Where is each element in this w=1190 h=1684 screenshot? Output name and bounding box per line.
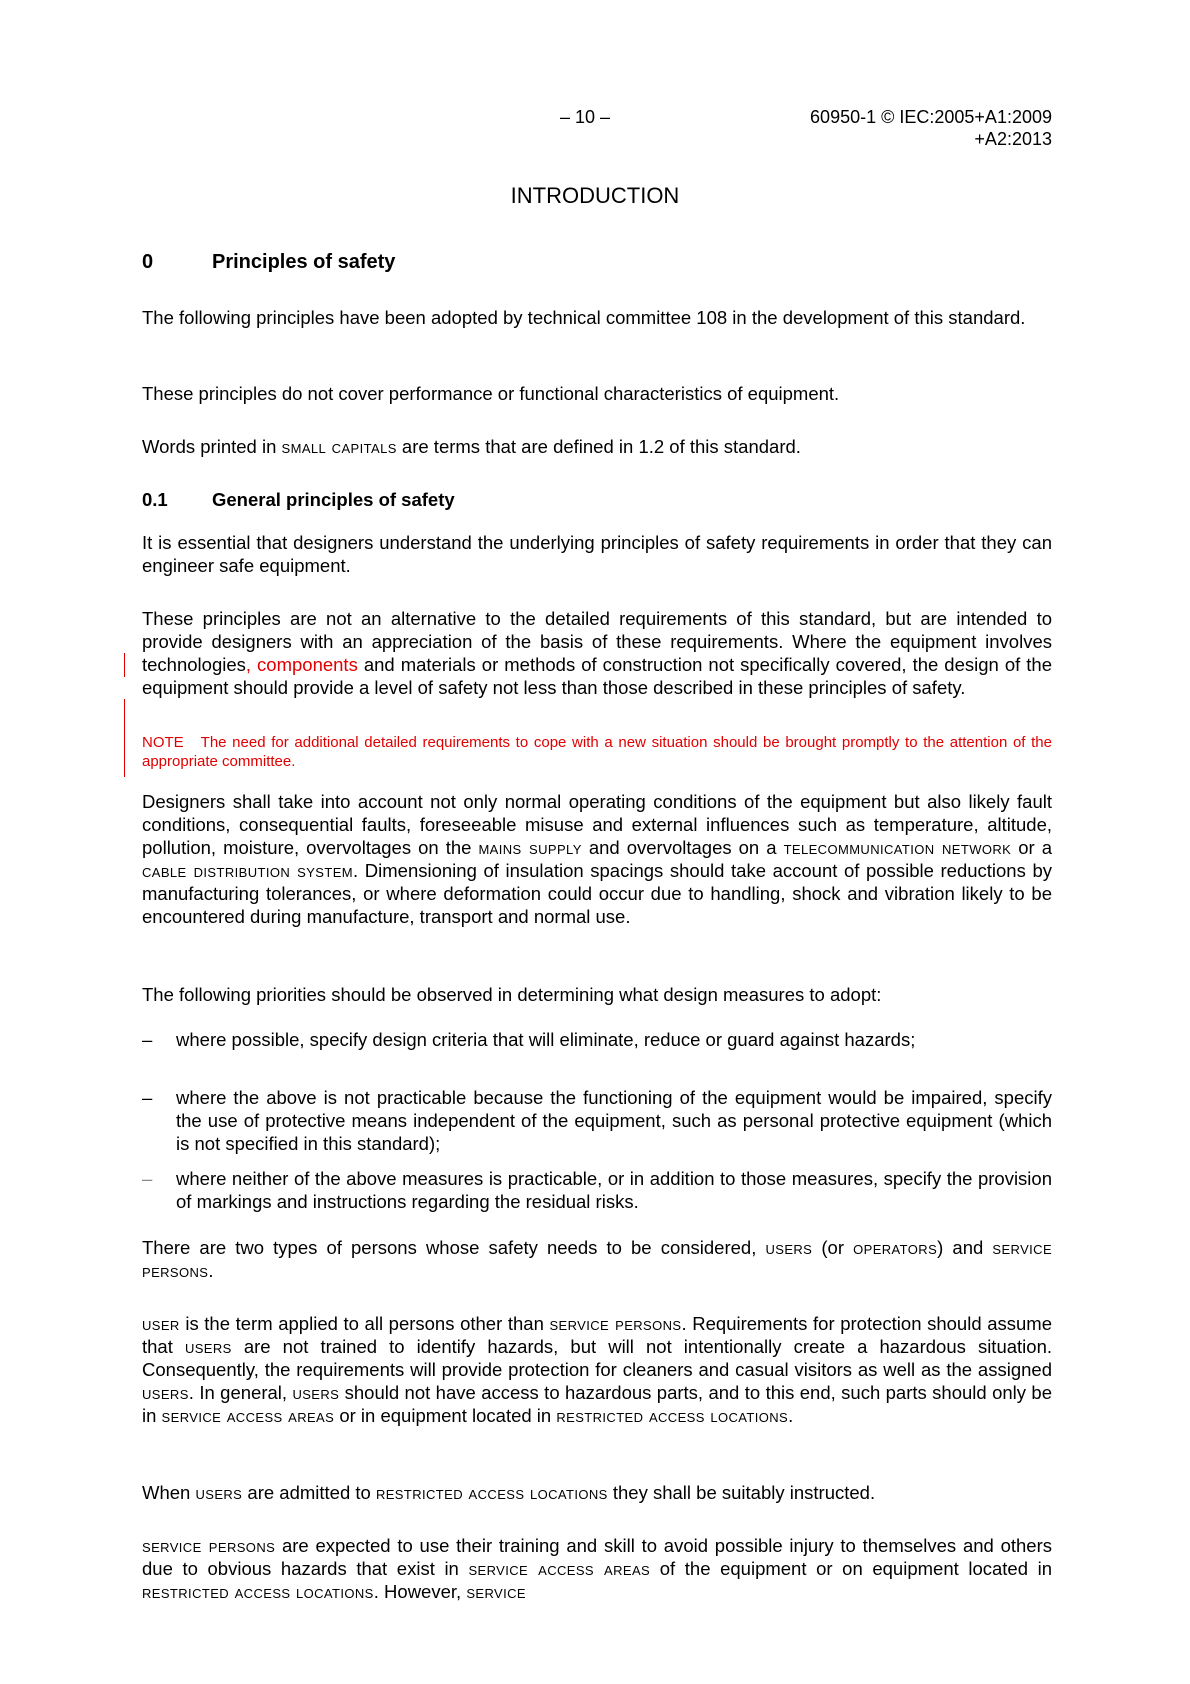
list-item: where neither of the above measures is practicable, or in addition to those measures, specify the provision of markings and instructions regarding the residual risks. xyxy=(176,1168,1052,1212)
note-text: The need for additional detailed requirements to cope with a new situation should be brought promptly to the attention of the appropriate committee. xyxy=(142,734,1052,770)
list-item: where possible, specify design criteria that will eliminate, reduce or guard against hazards; xyxy=(176,1029,916,1050)
amendment-reference: +A2:2013 xyxy=(974,129,1052,149)
list-item: where the above is not practicable because the functioning of the equipment would be impaired, specify the use of protective means independent of the equipment, such as personal protective equipment (which is not specified in this standard); xyxy=(176,1087,1052,1154)
change-bar xyxy=(124,653,125,677)
list-dash: – xyxy=(142,1087,153,1108)
paragraph-1: The following principles have been adopted by technical committee 108 in the development of this standard. xyxy=(142,307,1026,328)
standard-reference: 60950-1 © IEC:2005+A1:2009 xyxy=(810,107,1052,127)
page-title: INTRODUCTION xyxy=(510,183,680,208)
change-bar xyxy=(124,699,125,777)
paragraph-11: service persons are expected to use their training and skill to avoid possible injury to themselves and others due to obvious hazards that exist in service access areas of the equipment or on equipment located in restricted access locations. However, service xyxy=(142,1535,1052,1602)
paragraph-8: There are two types of persons whose safety needs to be considered, users (or operators) and service persons. xyxy=(142,1237,1053,1281)
list-dash: – xyxy=(142,1029,153,1050)
paragraph-7: The following priorities should be observed in determining what design measures to adopt: xyxy=(142,984,882,1005)
note xyxy=(142,733,1052,771)
paragraph-9: user is the term applied to all persons other than service persons. Requirements for protection should assume that users are not trained to identify hazards, but will not intentionally create a hazardous situation. Consequently, the requirements will provide protection for cleaners and casual visitors as well as the assigned users. In general, users should not have access to hazardous parts, and to this end, such parts should only be in service access areas or in equipment located in restricted access locations. xyxy=(142,1313,1053,1426)
subsection-title: General principles of safety xyxy=(212,489,455,510)
section-number: 0 xyxy=(142,251,154,273)
paragraph-2: These principles do not cover performance or functional characteristics of equipment. xyxy=(142,383,840,404)
defined-term: small capitals xyxy=(281,436,397,457)
subsection-number: 0.1 xyxy=(142,489,168,510)
note-label: NOTE xyxy=(142,734,184,751)
section-heading xyxy=(142,249,153,275)
paragraph-5: These principles are not an alternative to the detailed requirements of this standard, but are intended to provide designers with an appreciation of the basis of these requirements. Where the equipment involves technologies, components and materials or methods of construction not specifically covered, the design of the equipment should provide a level of safety not less than those described in these principles of safety. xyxy=(142,608,1052,698)
paragraph-3: Words printed in small capitals are terms that are defined in 1.2 of this standard. xyxy=(142,436,801,457)
paragraph-4: It is essential that designers understand the underlying principles of safety requirements in order that they can engineer safe equipment. xyxy=(142,532,1052,576)
list-dash: – xyxy=(142,1168,153,1189)
section-title: Principles of safety xyxy=(212,251,396,273)
page-number: – 10 – xyxy=(560,107,611,127)
paragraph-10: When users are admitted to restricted access locations they shall be suitably instructed. xyxy=(142,1482,876,1503)
paragraph-6: Designers shall take into account not only normal operating conditions of the equipment but also likely fault conditions, consequential faults, foreseeable misuse and external influences such as temperature, altitude, pollution, moisture, overvoltages on the mains supply and overvoltages on a telecommunication network or a cable distribution system. Dimensioning of insulation spacings should take account of possible reductions by manufacturing tolerances, or where deformation could occur due to handling, shock and vibration likely to be encountered during manufacture, transport and normal use. xyxy=(142,791,1053,927)
amended-text: , components xyxy=(245,654,358,675)
